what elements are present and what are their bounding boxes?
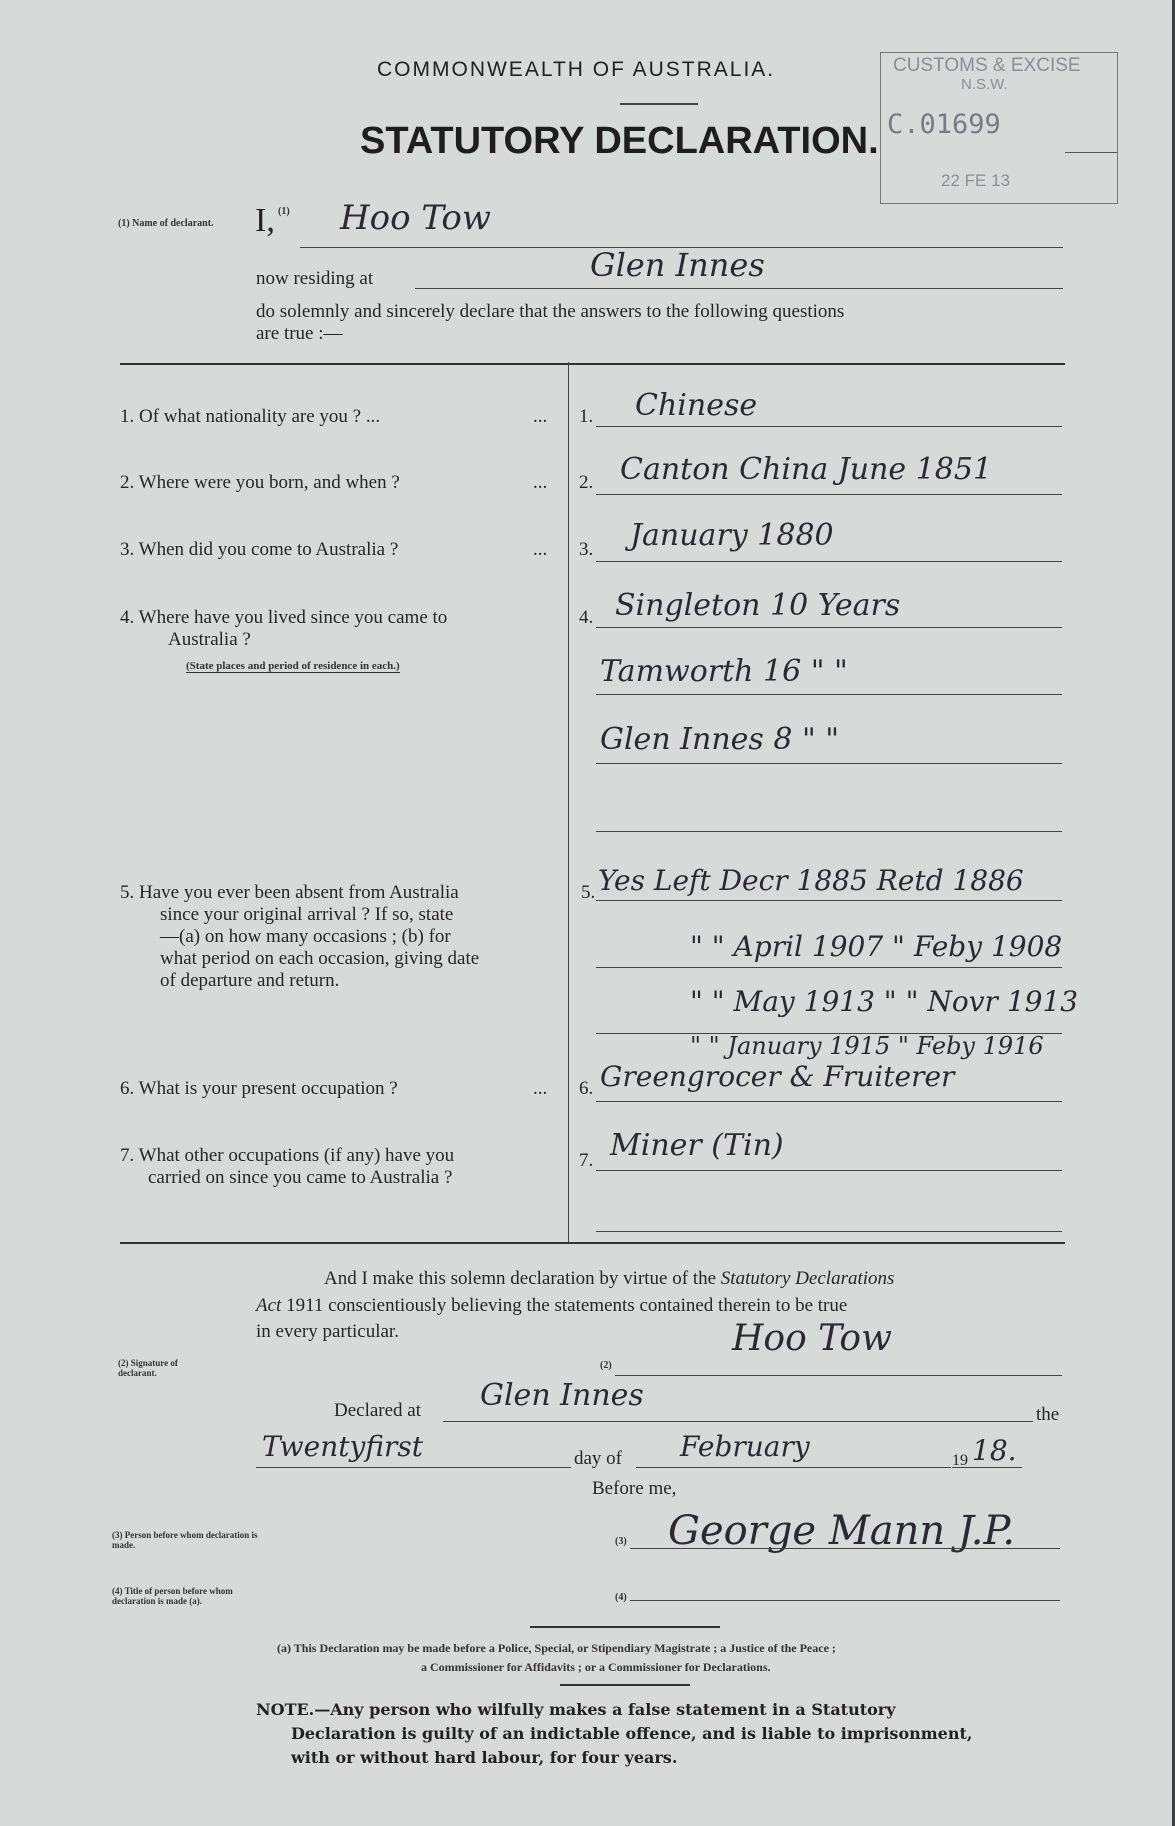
answer-3-line xyxy=(596,561,1062,562)
footnote-line1: (a) This Declaration may be made before a Police, Special, or Stipendiary Magistrate ; a Justice of the Peace ; xyxy=(277,1641,836,1655)
declaration-act-name: Statutory Declarations xyxy=(720,1268,895,1289)
signature-line xyxy=(615,1375,1062,1376)
question-5-line1: 5. Have you ever been absent from Australia xyxy=(120,882,459,903)
question-4-line1: 4. Where have you lived since you came to xyxy=(120,607,448,628)
before-me-label: Before me, xyxy=(592,1478,677,1499)
declaration-line3: in every particular. xyxy=(256,1321,399,1342)
year-line xyxy=(952,1467,1022,1468)
stamp-state: N.S.W. xyxy=(961,76,1008,93)
witness-marker: (3) xyxy=(615,1536,627,1547)
answer-4-rule3 xyxy=(596,763,1062,764)
margin-note-title: (4) Title of person before whom declaration is made (a). xyxy=(112,1586,233,1606)
question-7-line2: carried on since you came to Australia ? xyxy=(148,1167,453,1188)
question-3: 3. When did you come to Australia ? xyxy=(120,539,399,560)
column-divider xyxy=(568,362,569,1242)
declaration-line1 xyxy=(324,1268,894,1289)
answer-7-rule1 xyxy=(596,1170,1062,1171)
stamp-title: CUSTOMS & EXCISE xyxy=(893,55,1081,76)
answer-3-num: 3. xyxy=(579,539,594,560)
note-line1: NOTE.—Any person who wilfully makes a false statement in a Statutory xyxy=(256,1700,896,1719)
answer-5-rule2 xyxy=(596,967,1062,968)
answer-7-rule2 xyxy=(596,1231,1062,1232)
residing-label: now residing at xyxy=(256,268,374,289)
answer-4-line1: Singleton 10 Years xyxy=(615,588,901,623)
margin-note-signature: (2) Signature of declarant. xyxy=(118,1358,178,1378)
question-7-line1: 7. What other occupations (if any) have you xyxy=(120,1145,455,1166)
answer-4-rule4 xyxy=(596,831,1062,832)
declaration-act-label: Act xyxy=(256,1295,282,1316)
stamp-rule xyxy=(1065,152,1117,153)
stamp-date: 22 FE 13 xyxy=(941,171,1010,190)
answer-5-line4: " " January 1915 " Feby 1916 xyxy=(690,1032,1044,1060)
declaration-line2 xyxy=(256,1295,847,1316)
declarant-prefix: I, xyxy=(255,202,275,239)
stamp-number: C.01699 xyxy=(887,109,1001,140)
year-suffix: 18. xyxy=(972,1434,1017,1467)
answer-1-line xyxy=(596,426,1062,427)
declaration-text-1a: And I make this solemn declaration by virtue of the xyxy=(324,1268,717,1289)
answer-4-rule1 xyxy=(596,627,1062,628)
answer-1: Chinese xyxy=(635,388,758,423)
answer-4-line2: Tamworth 16 " " xyxy=(600,654,848,689)
answer-7: Miner (Tin) xyxy=(610,1128,784,1163)
signature-marker: (2) xyxy=(600,1360,612,1371)
margin-note-declarant: (1) Name of declarant. xyxy=(118,218,214,229)
question-5-line3: —(a) on how many occasions ; (b) for xyxy=(160,926,451,947)
answer-2: Canton China June 1851 xyxy=(620,452,993,487)
question-5-line4: what period on each occasion, giving date xyxy=(160,948,480,969)
answer-4-rule2 xyxy=(596,694,1062,695)
declare-line2: are true :— xyxy=(256,323,343,344)
answer-1-num: 1. xyxy=(579,406,594,427)
answer-4-line3: Glen Innes 8 " " xyxy=(600,722,840,757)
declarant-name: Hoo Tow xyxy=(340,198,492,238)
question-6: 6. What is your present occupation ? xyxy=(120,1078,398,1099)
question-2: 2. Where were you born, and when ? xyxy=(120,472,400,493)
title-marker: (4) xyxy=(615,1592,627,1603)
answer-6-num: 6. xyxy=(579,1078,594,1099)
answer-5-rule1 xyxy=(596,900,1062,901)
question-5-line5: of departure and return. xyxy=(160,970,340,991)
answer-7-num: 7. xyxy=(579,1150,594,1171)
residence-line xyxy=(415,288,1063,289)
answer-5-line3: " " May 1913 " " Novr 1913 xyxy=(690,985,1079,1018)
month-line xyxy=(636,1467,951,1468)
day-line xyxy=(256,1467,571,1468)
declaration-text-2b: 1911 conscientiously believing the statements contained therein to be true xyxy=(286,1295,848,1316)
declarant-marker: (1) xyxy=(278,206,290,217)
note-line2: Declaration is guilty of an indictable offence, and is liable to imprisonment, xyxy=(291,1724,973,1743)
question-3-dots: ... xyxy=(533,539,548,560)
declare-line1: do solemnly and sincerely declare that the answers to the following questions xyxy=(256,301,845,322)
year-prefix: 19 xyxy=(952,1452,968,1469)
day-of-label: day of xyxy=(574,1448,623,1469)
declared-at-line xyxy=(443,1421,1033,1422)
declared-at-place: Glen Innes xyxy=(480,1378,644,1413)
question-1: 1. Of what nationality are you ? ... xyxy=(120,406,381,427)
question-4-note: (State places and period of residence in each.) xyxy=(186,660,400,672)
witness-line xyxy=(630,1548,1060,1549)
answer-6-rule xyxy=(596,1101,1062,1102)
declared-month: February xyxy=(680,1430,810,1463)
margin-note-person-before: (3) Person before whom declaration is made. xyxy=(112,1530,258,1550)
question-1-dots: ... xyxy=(533,406,548,427)
heading-rule xyxy=(620,103,698,105)
declared-at-label: Declared at xyxy=(334,1400,422,1421)
declarant-signature: Hoo Tow xyxy=(732,1318,892,1359)
witness-signature: George Mann J.P. xyxy=(668,1508,1016,1554)
residence: Glen Innes xyxy=(590,246,765,284)
question-4-line2: Australia ? xyxy=(168,629,251,650)
answer-4-num: 4. xyxy=(579,607,594,628)
section-rule-top xyxy=(120,363,1065,365)
section-rule-bottom xyxy=(120,1242,1065,1244)
answer-5-line1: Yes Left Decr 1885 Retd 1886 xyxy=(598,864,1024,897)
customs-stamp xyxy=(880,52,1118,204)
answer-3: January 1880 xyxy=(630,518,834,553)
question-6-dots: ... xyxy=(533,1078,548,1099)
the-label: the xyxy=(1036,1404,1060,1425)
footnote-line2: a Commissioner for Affidavits ; or a Commissioner for Declarations. xyxy=(421,1660,771,1674)
question-5-line2: since your original arrival ? If so, state xyxy=(160,904,454,925)
question-2-dots: ... xyxy=(533,472,548,493)
note-line3: with or without hard labour, for four years. xyxy=(291,1748,678,1767)
title-line xyxy=(630,1600,1060,1601)
answer-6: Greengrocer & Fruiterer xyxy=(600,1060,955,1093)
declared-day: Twentyfirst xyxy=(262,1430,423,1463)
footnote-rule xyxy=(530,1626,720,1628)
answer-5-num: 5. xyxy=(581,882,596,903)
answer-5-line2: " " April 1907 " Feby 1908 xyxy=(690,930,1063,963)
note-rule xyxy=(560,1684,690,1686)
page-title: STATUTORY DECLARATION. xyxy=(360,120,879,162)
answer-2-line xyxy=(596,494,1062,495)
answer-2-num: 2. xyxy=(579,472,594,493)
commonwealth-heading: COMMONWEALTH OF AUSTRALIA. xyxy=(377,58,776,81)
